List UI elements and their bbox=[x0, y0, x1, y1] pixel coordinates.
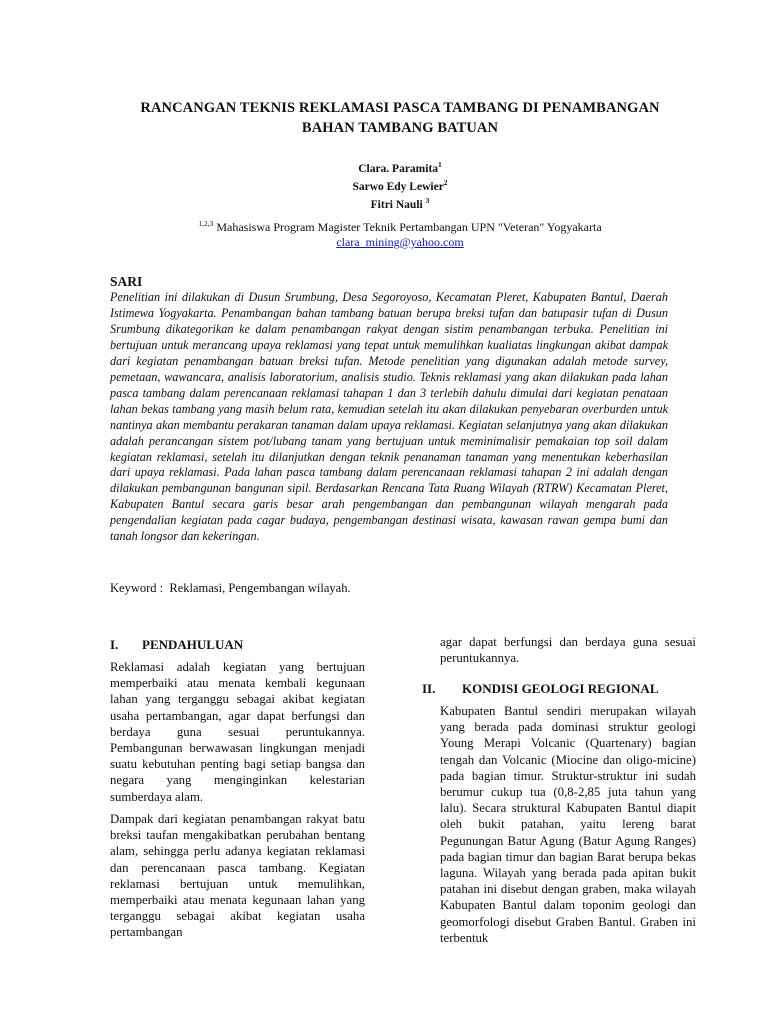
author-list bbox=[200, 158, 600, 211]
title-line-1: RANCANGAN TEKNIS REKLAMASI PASCA TAMBANG DI PENAMBANGAN bbox=[140, 100, 660, 116]
affiliation: $^{1,2,3}$ Mahasiswa Program Magister Teknik Pertambangan UPN "Veteran" Yogyakarta bbox=[198, 219, 602, 234]
keyword-label: Keyword : bbox=[110, 581, 164, 595]
keywords bbox=[110, 580, 351, 596]
title-line-2: BAHAN TAMBANG BATUAN bbox=[301, 120, 499, 136]
paragraph: Kabupaten Bantul sendiri merupakan wilayah yang berada pada dominasi struktur geologi Young Merapi Volcanic (Quartenary) bagian tengah dan Volcanic (Miocine dan oligo-micine) pada bagian timur. Struktur-struktur ini sudah berumur cukup tua (0,8-2,85 juta tahun yang lalu). Secara struktural Kabupaten Bantul diapit oleh bukit patahan, yaitu lereng barat Pegunungan Batur Agung (Batur Agung Ranges) pada bagian timur dan bagian Barat berupa bekas laguna. Wilayah yang berada pada apitan bukit patahan ini disebut dengan graben, maka wilayah Kabupaten Bantul dalam toponim geologi dan geomorfologi disebut Graben Bantul. Graben ini terbentuk bbox=[440, 704, 696, 945]
keyword-text: Reklamasi, Pengembangan wilayah. bbox=[163, 581, 351, 595]
paper-title bbox=[100, 98, 700, 138]
section-title: PENDAHULUAN bbox=[142, 637, 244, 652]
section-heading bbox=[422, 681, 659, 697]
section1-body-2 bbox=[110, 811, 365, 941]
section-number: I. bbox=[110, 637, 119, 652]
section-title: KONDISI GEOLOGI REGIONAL bbox=[462, 681, 659, 696]
section2-body bbox=[440, 703, 696, 946]
paragraph: agar dapat berfungsi dan berdaya guna sesuai peruntukannya. bbox=[440, 635, 696, 666]
email-link[interactable]: clara_mining@yahoo.com bbox=[336, 235, 464, 249]
paragraph: Dampak dari kegiatan penambangan rakyat batu breksi taufan mengakibatkan perubahan bentang alam, sehingga perlu adanya kegiatan reklamasi dan perencanaan pasca tambang. Kegiatan reklamasi bertujuan untuk memulihkan, memperbaiki atau menata kegunaan lahan yang terganggu sebagai akibat kegiatan usaha pertambangan bbox=[110, 812, 365, 940]
section-number: II. bbox=[422, 681, 436, 696]
abstract-text: Penelitian ini dilakukan di Dusun Srumbung, Desa Segoroyoso, Kecamatan Pleret, Kabupaten Bantul, Daerah Istimewa Yogyakarta. Penambangan bahan tambang batuan berupa breksi tufan dan batupasir tufan di Dusun Srumbung dikategorikan ke dalam penambangan rakyat dengan sistim penambangan terbuka. Penelitian ini bertujuan untuk merancang upaya reklamasi yang tepat untuk memulihkan kualiatas lingkungan akibat dampak dari kegiatan penambangan batuan breksi tufan. Metode penelitian yang digunakan adalah metode survey, pemetaan, wawancara, analisis laboratorium, analisis studio. Teknis reklamasi yang akan dilakukan pada lahan pasca tambang dalam perencanaan reklamasi tahapan 1 dan 3 terlebih dahulu dimulai dari kegiatan penataan lahan bekas tambang yang masih belum rata, kemudian setelah itu akan dilakukan penyebaran overburden untuk nantinya akan membantu perakaran tanaman dalam upaya reklamasi. Kegiatan selanjutnya yang akan dilakukan adalah perancangan sistem pot/lubang tanam yang bertujuan untuk meminimalisir pemakaian top soil dalam kegiatan reklamasi, setelah itu dilanjutkan dengan teknik penanaman tanaman yang menentukan keberhasilan dari upaya reklamasi. Pada lahan pasca tambang dalam perencanaan reklamasi tahapan 2 ini adalah dengan dilakukan pembangunan bangunan sipil. Berdasarkan Rencana Tata Ruang Wilayah (RTRW) Kecamatan Pleret, Kabupaten Bantul secara garis besar arah pengembangan dan pembangunan wilayah mengarah pada pengendalian kegiatan pada cagar budaya, pengembangan destinasi wisata, kawasan rawan gempa bumi dan tanah longsor dan kekeringan. bbox=[110, 290, 668, 544]
column2-continuation bbox=[440, 634, 696, 666]
affiliation-block bbox=[100, 216, 700, 250]
author: Clara. Paramita$^1$ bbox=[358, 160, 442, 175]
section-heading bbox=[110, 637, 243, 653]
author: Sarwo Edy Lewier$^2$ bbox=[352, 177, 448, 193]
paragraph: Reklamasi adalah kegiatan yang bertujuan memperbaiki atau menata kembali kegunaan lahan yang terganggu sebagai akibat kegiatan usaha pertambangan, agar dapat berfungsi dan berdaya guna sesuai peruntukannya. Pembangunan berwawasan lingkungan menjadi suatu kebutuhan penting bagi setiap bangsa dan negara yang menginginkan kelestarian sumberdaya alam. bbox=[110, 660, 365, 804]
author: Fitri Nauli $^3$ bbox=[370, 195, 430, 211]
abstract-heading: SARI bbox=[110, 274, 143, 289]
affiliation-sup: 1,2,3 bbox=[198, 219, 214, 228]
section1-body bbox=[110, 659, 365, 805]
